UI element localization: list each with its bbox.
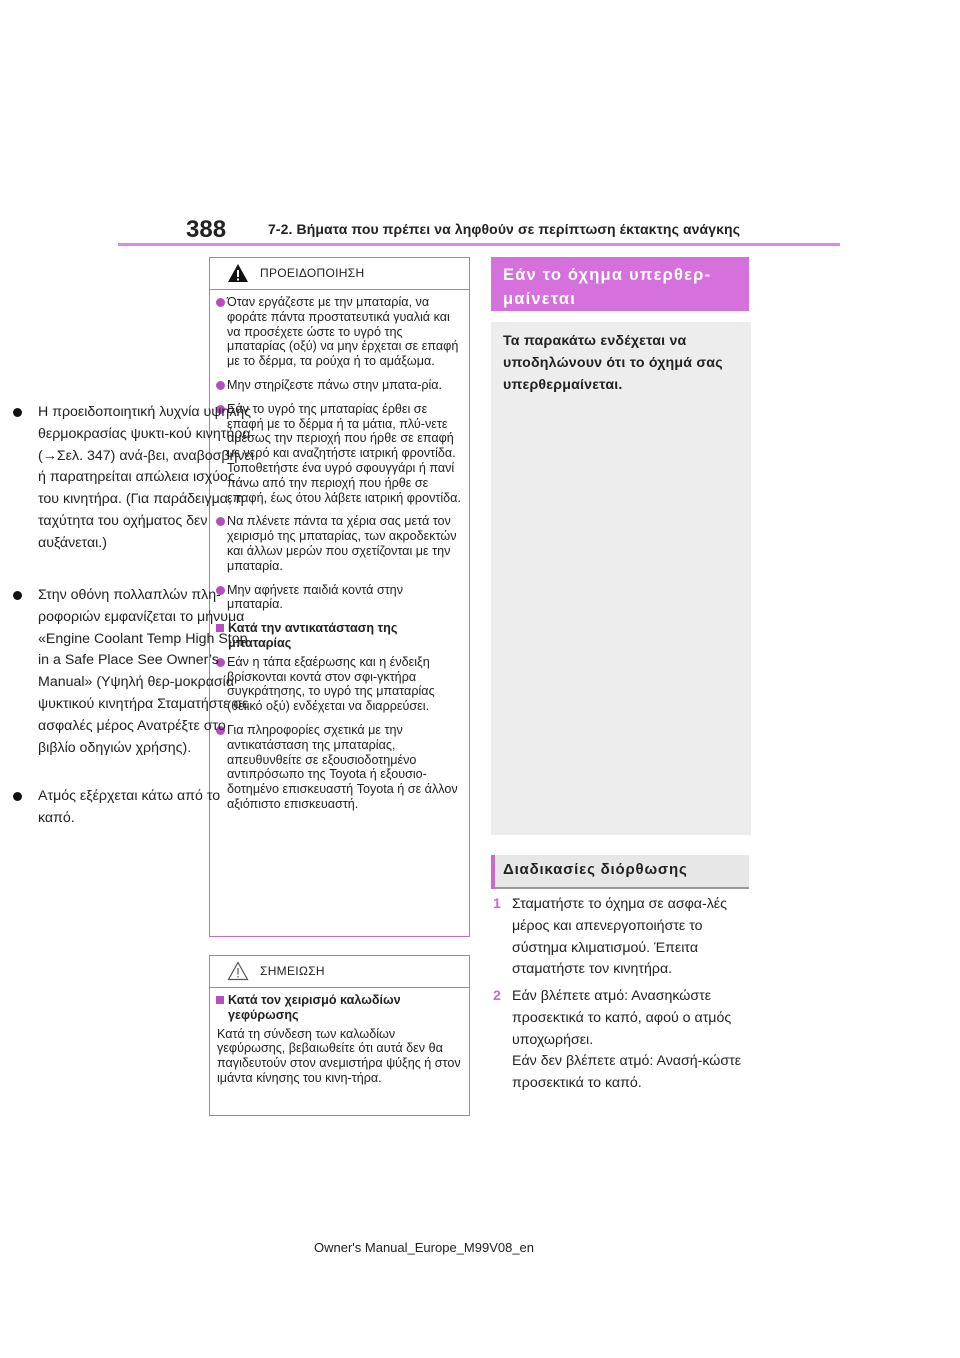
- note-subheading: Κατά τον χειρισμό καλωδίων γεφύρωσης: [217, 993, 462, 1023]
- bullet-icon: [216, 381, 225, 390]
- note-text: Κατά τη σύνδεση των καλωδίων γεφύρωσης, βεβαιωθείτε ότι αυτά δεν θα παγιδευτούν στον ανεμιστήρα ψύξης ή στον ιμάντα κίνησης του κινη-τήρα.: [217, 1026, 461, 1085]
- square-bullet-icon: [216, 996, 224, 1004]
- warning-triangle-icon: [227, 263, 249, 283]
- procedure-title: Διαδικασίες διόρθωσης: [503, 861, 688, 878]
- warning-item: Εάν η τάπα εξαέρωσης και η ένδειξη βρίσκονται κοντά στον σφι-γκτήρα συγκράτησης, το υγρό της μπαταρίας (θειικό οξύ) ενδέχεται να διαρρεύσει.: [217, 655, 462, 714]
- bullet-icon: [13, 591, 22, 600]
- overheat-intro: Τα παρακάτω ενδέχεται να υποδηλώνουν ότι το όχημά σας υπερθερμαίνεται.: [503, 333, 723, 393]
- step-number: 2: [493, 988, 501, 1004]
- warning-item: Μην αφήνετε παιδιά κοντά στην μπαταρία.: [217, 583, 462, 613]
- note-box: [209, 955, 470, 1116]
- step-text: Σταματήστε το όχημα σε ασφα-λές μέρος και απενεργοποιήστε το σύστημα κλιματισμού. Έπειτα σταματήστε τον κινητήρα.: [512, 896, 727, 978]
- footer-doc-id: Owner's Manual_Europe_M99V08_en: [314, 1240, 535, 1255]
- symptom-item: Στην οθόνη πολλαπλών πλη-ροφοριών εμφανίζεται το μήνυμα «Engine Coolant Temp High Stop in a Safe Place See Owner’s Manual» (Υψηλή θερ-μοκρασία ψυκτικού κινητήρα Σταματήστε σε ασφαλές μέρος Ανατρέξτε στο βιβλίο οδηγιών χρήσης).: [12, 585, 256, 759]
- bullet-icon: [13, 408, 22, 417]
- warning-item: Όταν εργάζεστε με την μπαταρία, να φοράτε πάντα προστατευτικά γυαλιά και να προσέχετε ώστε το υγρό της μπαταρίας (οξύ) να μην έρχεται σε επαφή με το δέρμα, τα ρούχα ή το αμάξωμα.: [217, 295, 462, 369]
- symptom-item: Η προειδοποιητική λυχνία υψηλής θερμοκρασίας ψυκτι-κού κινητήρα (→Σελ. 347) ανά-βει, αναβοσβήνει ή παρατηρείται απώλεια ισχύος του κινητήρα. (Για παράδειγμα, η ταχύτητα του οχήματος δεν αυξάνεται.): [12, 402, 256, 555]
- procedure-step: [493, 894, 753, 981]
- warning-item: Μην στηρίζεστε πάνω στην μπατα-ρία.: [217, 378, 462, 393]
- header-divider: [118, 243, 840, 246]
- symptom-item: Ατμός εξέρχεται κάτω από το καπό.: [12, 786, 256, 830]
- overheat-title-box: [491, 257, 749, 311]
- note-label: ΣΗΜΕΙΩΣΗ: [260, 964, 325, 978]
- warning-item: Εάν το υγρό της μπαταρίας έρθει σε επαφή με το δέρμα ή τα μάτια, πλύ-νετε αμέσως την περιοχή που ήρθε σε επαφή με νερό και αναζητήστε ιατρική φροντίδα. Τοποθετήστε ένα υγρό σφουγγάρι ή πανί πάνω από την περιοχή που ήρθε σε επαφή, έως ότου λάβετε ιατρική φροντίδα.: [217, 402, 462, 506]
- overheat-symptoms-box: [491, 322, 751, 835]
- procedure-step: [493, 986, 753, 1095]
- note-triangle-icon: [227, 961, 249, 981]
- warning-subheading: Κατά την αντικατάσταση της μπαταρίας: [217, 621, 462, 651]
- section-accent-bar: [491, 855, 495, 889]
- section-title: 7-2. Βήματα που πρέπει να ληφθούν σε περίπτωση έκτακτης ανάγκης: [268, 221, 741, 237]
- overheat-title: Εάν το όχημα υπερθερ-μαίνεται: [503, 266, 712, 308]
- procedure-header: [491, 855, 749, 889]
- warning-item: Για πληροφορίες σχετικά με την αντικατάσταση της μπαταρίας, απευθυνθείτε σε εξουσιοδοτημένο αντιπρόσωπο της Toyota ή εξουσιο-δοτημένο επισκευαστή Toyota ή σε άλλον αξιόπιστο επισκευαστή.: [217, 723, 462, 812]
- warning-item: Να πλένετε πάντα τα χέρια σας μετά τον χειρισμό της μπαταρίας, των ακροδεκτών και άλλων μερών που σχετίζονται με την μπαταρία.: [217, 514, 462, 573]
- step-number: 1: [493, 896, 501, 912]
- warning-label: ΠΡΟΕΙΔΟΠΟΙΗΣΗ: [260, 266, 365, 280]
- warning-header: [210, 258, 469, 290]
- bullet-icon: [216, 298, 225, 307]
- step-text: Εάν βλέπετε ατμό: Ανασηκώστε προσεκτικά το καπό, αφού ο ατμός υποχωρήσει.: [512, 988, 732, 1048]
- note-header: [210, 956, 469, 988]
- page-number: 388: [186, 216, 227, 243]
- step-text-secondary: Εάν δεν βλέπετε ατμό: Ανασή-κώστε προσεκτικά το καπό.: [512, 1053, 742, 1092]
- bullet-icon: [13, 792, 22, 801]
